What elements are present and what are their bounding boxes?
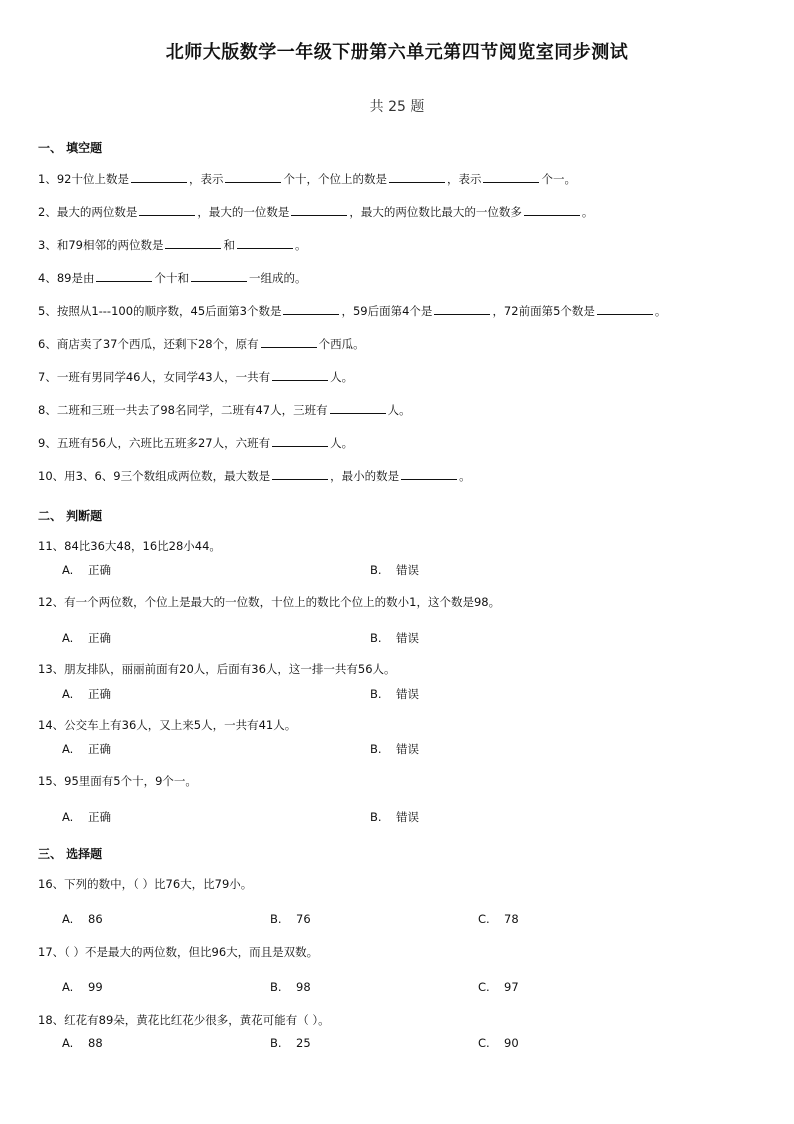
judge-question-14: 14、公交车上有36人，又上来5人，一共有41人。 [38, 718, 297, 732]
fill-question-5: 5、按照从1---100的顺序数，45后面第3个数是 ，59后面第4个是 ，72前面第5个数是 。 [38, 304, 667, 318]
option-b[interactable]: B. 76 [270, 912, 311, 926]
answer-blank[interactable] [261, 336, 317, 348]
section-heading-fill: 一、 填空题 [38, 141, 103, 155]
answer-blank[interactable] [291, 204, 347, 216]
judge-question-15: 15、95里面有5个十，9个一。 [38, 774, 197, 788]
answer-blank[interactable] [131, 171, 187, 183]
answer-blank[interactable] [330, 402, 386, 414]
option-c[interactable]: C. 97 [478, 980, 519, 994]
option-b[interactable]: B. 错误 [370, 742, 419, 756]
choice-question-18: 18、红花有89朵，黄花比红花少很多，黄花可能有（ ）。 [38, 1013, 330, 1027]
option-b[interactable]: B. 错误 [370, 687, 419, 701]
fill-question-10: 10、用3、6、9三个数组成两位数，最大数是 ，最小的数是 。 [38, 469, 471, 483]
option-b[interactable]: B. 98 [270, 980, 311, 994]
answer-blank[interactable] [225, 171, 281, 183]
choice-question-17: 17、（ ）不是最大的两位数，但比96大，而且是双数。 [38, 945, 319, 959]
option-c[interactable]: C. 78 [478, 912, 519, 926]
answer-blank[interactable] [524, 204, 580, 216]
answer-blank[interactable] [272, 468, 328, 480]
answer-blank[interactable] [191, 270, 247, 282]
option-b[interactable]: B. 25 [270, 1036, 311, 1050]
fill-question-8: 8、二班和三班一共去了98名同学，二班有47人，三班有 人。 [38, 403, 411, 417]
answer-blank[interactable] [272, 435, 328, 447]
option-a[interactable]: A. 88 [62, 1036, 103, 1050]
judge-question-12: 12、有一个两位数，个位上是最大的一位数，十位上的数比个位上的数小1，这个数是98。 [38, 595, 501, 609]
page-title: 北师大版数学一年级下册第六单元第四节阅览室同步测试 [165, 42, 629, 63]
answer-blank[interactable] [389, 171, 445, 183]
answer-blank[interactable] [401, 468, 457, 480]
answer-blank[interactable] [483, 171, 539, 183]
judge-question-11: 11、84比36大48，16比28小44。 [38, 539, 221, 553]
answer-blank[interactable] [165, 237, 221, 249]
option-a[interactable]: A. 99 [62, 980, 103, 994]
judge-question-13: 13、朋友排队，丽丽前面有20人，后面有36人，这一排一共有56人。 [38, 662, 396, 676]
answer-blank[interactable] [96, 270, 152, 282]
section-heading-judge: 二、 判断题 [38, 509, 103, 523]
option-b[interactable]: B. 错误 [370, 563, 419, 577]
answer-blank[interactable] [597, 303, 653, 315]
fill-question-1: 1、92十位上数是 ，表示 个十，个位上的数是 ，表示 个一。 [38, 172, 576, 186]
question-count: 共 25 题 [369, 99, 425, 115]
choice-question-16: 16、下列的数中，（ ）比76大，比79小。 [38, 877, 253, 891]
answer-blank[interactable] [434, 303, 490, 315]
fill-question-7: 7、一班有男同学46人，女同学43人，一共有 人。 [38, 370, 354, 384]
option-a[interactable]: A. 正确 [62, 687, 111, 701]
option-a[interactable]: A. 正确 [62, 563, 111, 577]
fill-question-2: 2、最大的两位数是 ，最大的一位数是 ，最大的两位数比最大的一位数多 。 [38, 205, 594, 219]
answer-blank[interactable] [237, 237, 293, 249]
option-c[interactable]: C. 90 [478, 1036, 519, 1050]
option-a[interactable]: A. 正确 [62, 631, 111, 645]
fill-question-4: 4、89是由 个十和 一组成的。 [38, 271, 307, 285]
section-heading-choice: 三、 选择题 [38, 847, 103, 861]
option-a[interactable]: A. 正确 [62, 810, 111, 824]
answer-blank[interactable] [283, 303, 339, 315]
answer-blank[interactable] [139, 204, 195, 216]
fill-question-3: 3、和79相邻的两位数是 和 。 [38, 238, 307, 252]
option-a[interactable]: A. 86 [62, 912, 103, 926]
fill-question-6: 6、商店卖了37个西瓜，还剩下28个，原有 个西瓜。 [38, 337, 365, 351]
option-b[interactable]: B. 错误 [370, 810, 419, 824]
answer-blank[interactable] [272, 369, 328, 381]
fill-question-9: 9、五班有56人，六班比五班多27人，六班有 人。 [38, 436, 354, 450]
option-b[interactable]: B. 错误 [370, 631, 419, 645]
option-a[interactable]: A. 正确 [62, 742, 111, 756]
